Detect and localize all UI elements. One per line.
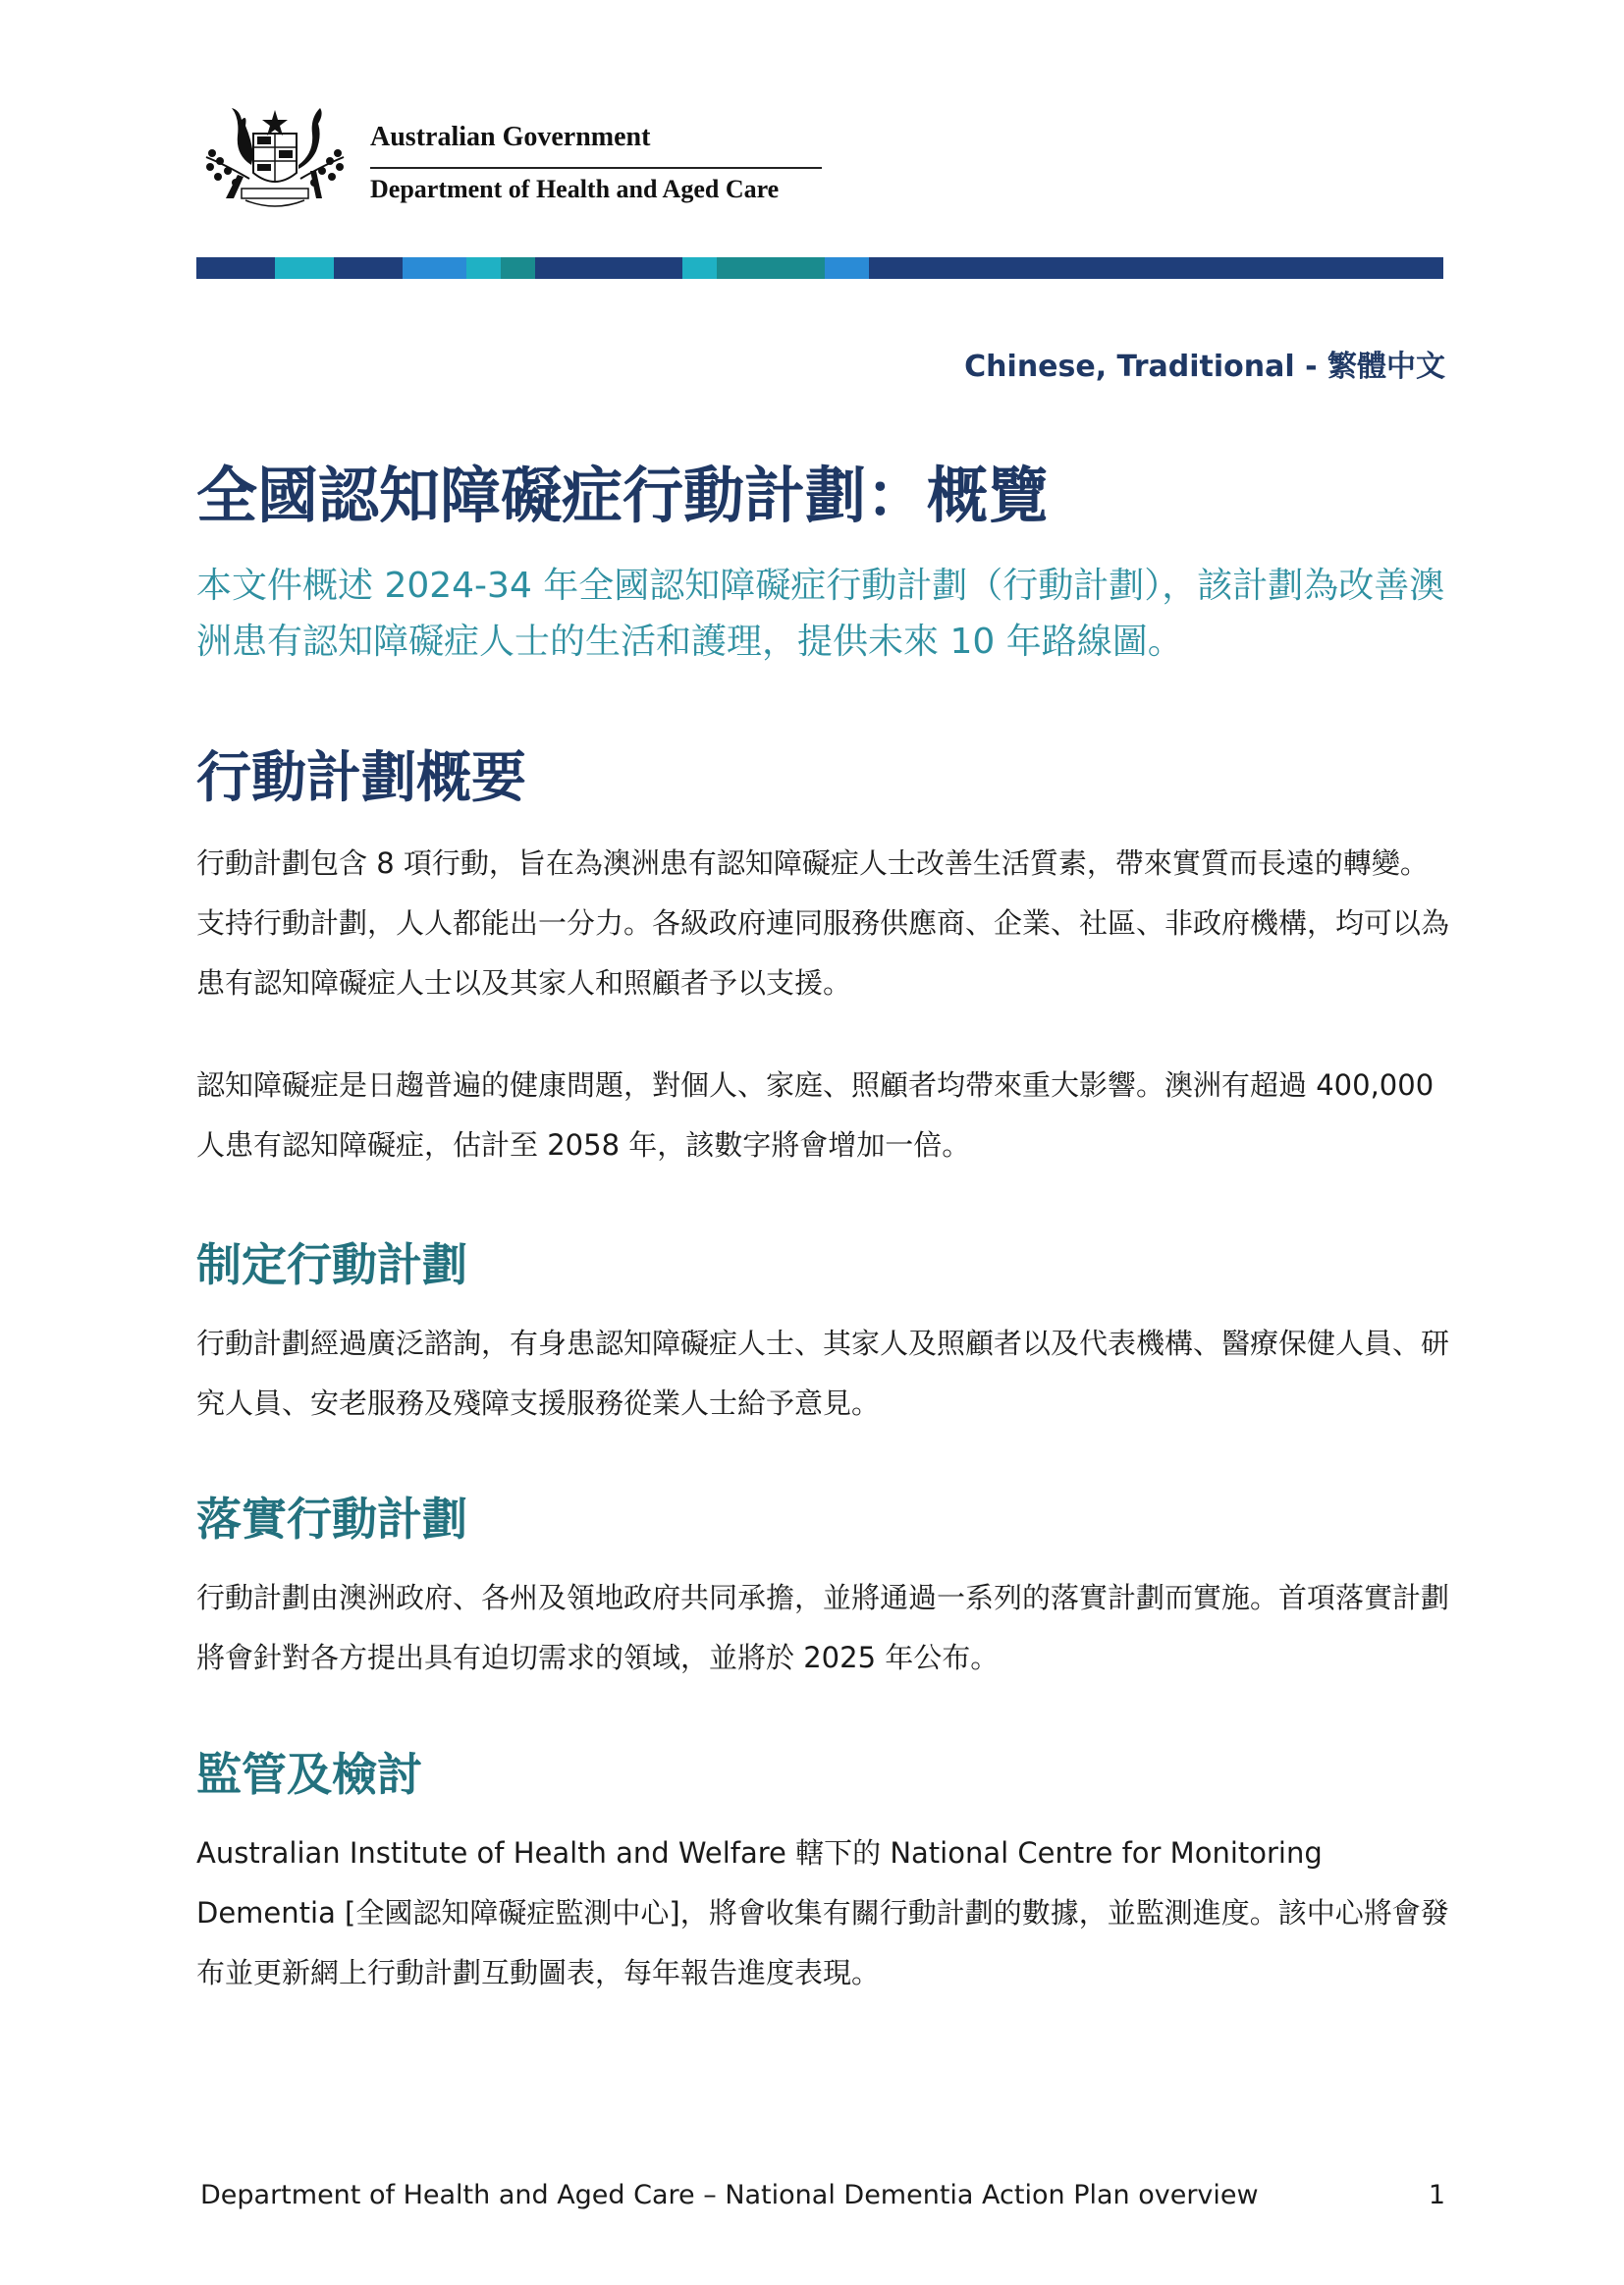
stripe-segment [869, 257, 1443, 279]
stripe-segment [682, 257, 717, 279]
implement-paragraph: 行動計劃由澳洲政府、各州及領地政府共同承擔，並將通過一系列的落實計劃而實施。首項落實計劃將會針對各方提出具有迫切需求的領域，並將於 2025 年公布。 [196, 1581, 1450, 1674]
stripe-segment [825, 257, 869, 279]
header-color-stripe [196, 257, 1443, 279]
stripe-segment [196, 257, 275, 279]
overview-paragraph-2: 認知障礙症是日趨普遍的健康問題，對個人、家庭、照顧者均帶來重大影響。澳洲有超過 400,000 人患有認知障礙症，估計至 2058 年，該數字將會增加一倍。 [196, 1068, 1435, 1162]
stripe-segment [501, 257, 535, 279]
coat-of-arms-icon [196, 96, 353, 218]
overview-paragraph-1: 行動計劃包含 8 項行動，旨在為澳洲患有認知障礙症人士改善生活質素，帶來實質而長遠的轉變。支持行動計劃，人人都能出一分力。各級政府連同服務供應商、企業、社區、非政府機構，均可以為患有認知障礙症人士以及其家人和照顧者予以支援。 [196, 846, 1450, 1000]
stripe-segment [466, 257, 501, 279]
logo-divider [370, 167, 822, 169]
section-heading-monitor: 監管及檢討 [196, 1748, 422, 1801]
stripe-segment [717, 257, 825, 279]
government-name: Australian Government [370, 122, 651, 152]
section-heading-implement: 落實行動計劃 [196, 1493, 467, 1546]
page-title: 全國認知障礙症行動計劃：概覽 [196, 460, 1050, 531]
stripe-segment [275, 257, 334, 279]
section-heading-develop: 制定行動計劃 [196, 1238, 467, 1291]
intro-summary: 本文件概述 2024-34 年全國認知障礙症行動計劃（行動計劃），該計劃為改善澳洲患有認知障礙症人士的生活和護理，提供未來 10 年路線圖。 [196, 566, 1445, 662]
page-number: 1 [1428, 2180, 1445, 2210]
government-logo [196, 96, 825, 218]
monitor-paragraph: Australian Institute of Health and Welfare 轄下的 National Centre for Monitoring Dementia [全國認知障礙症監測中心]，將會收集有關行動計劃的數據，並監測進度。該中心將會發布並更新網上行動計劃互動圖表，每年報告進度表現。 [196, 1836, 1449, 1989]
section-heading-overview: 行動計劃概要 [196, 746, 526, 810]
stripe-segment [535, 257, 682, 279]
department-name: Department of Health and Aged Care [370, 175, 780, 203]
stripe-segment [403, 257, 466, 279]
stripe-segment [334, 257, 403, 279]
language-label: Chinese, Traditional - 繁體中文 [964, 350, 1445, 384]
footer-text: Department of Health and Aged Care – National Dementia Action Plan overview [200, 2180, 1259, 2210]
develop-paragraph: 行動計劃經過廣泛諮詢，有身患認知障礙症人士、其家人及照顧者以及代表機構、醫療保健人員、研究人員、安老服務及殘障支援服務從業人士給予意見。 [196, 1327, 1450, 1420]
